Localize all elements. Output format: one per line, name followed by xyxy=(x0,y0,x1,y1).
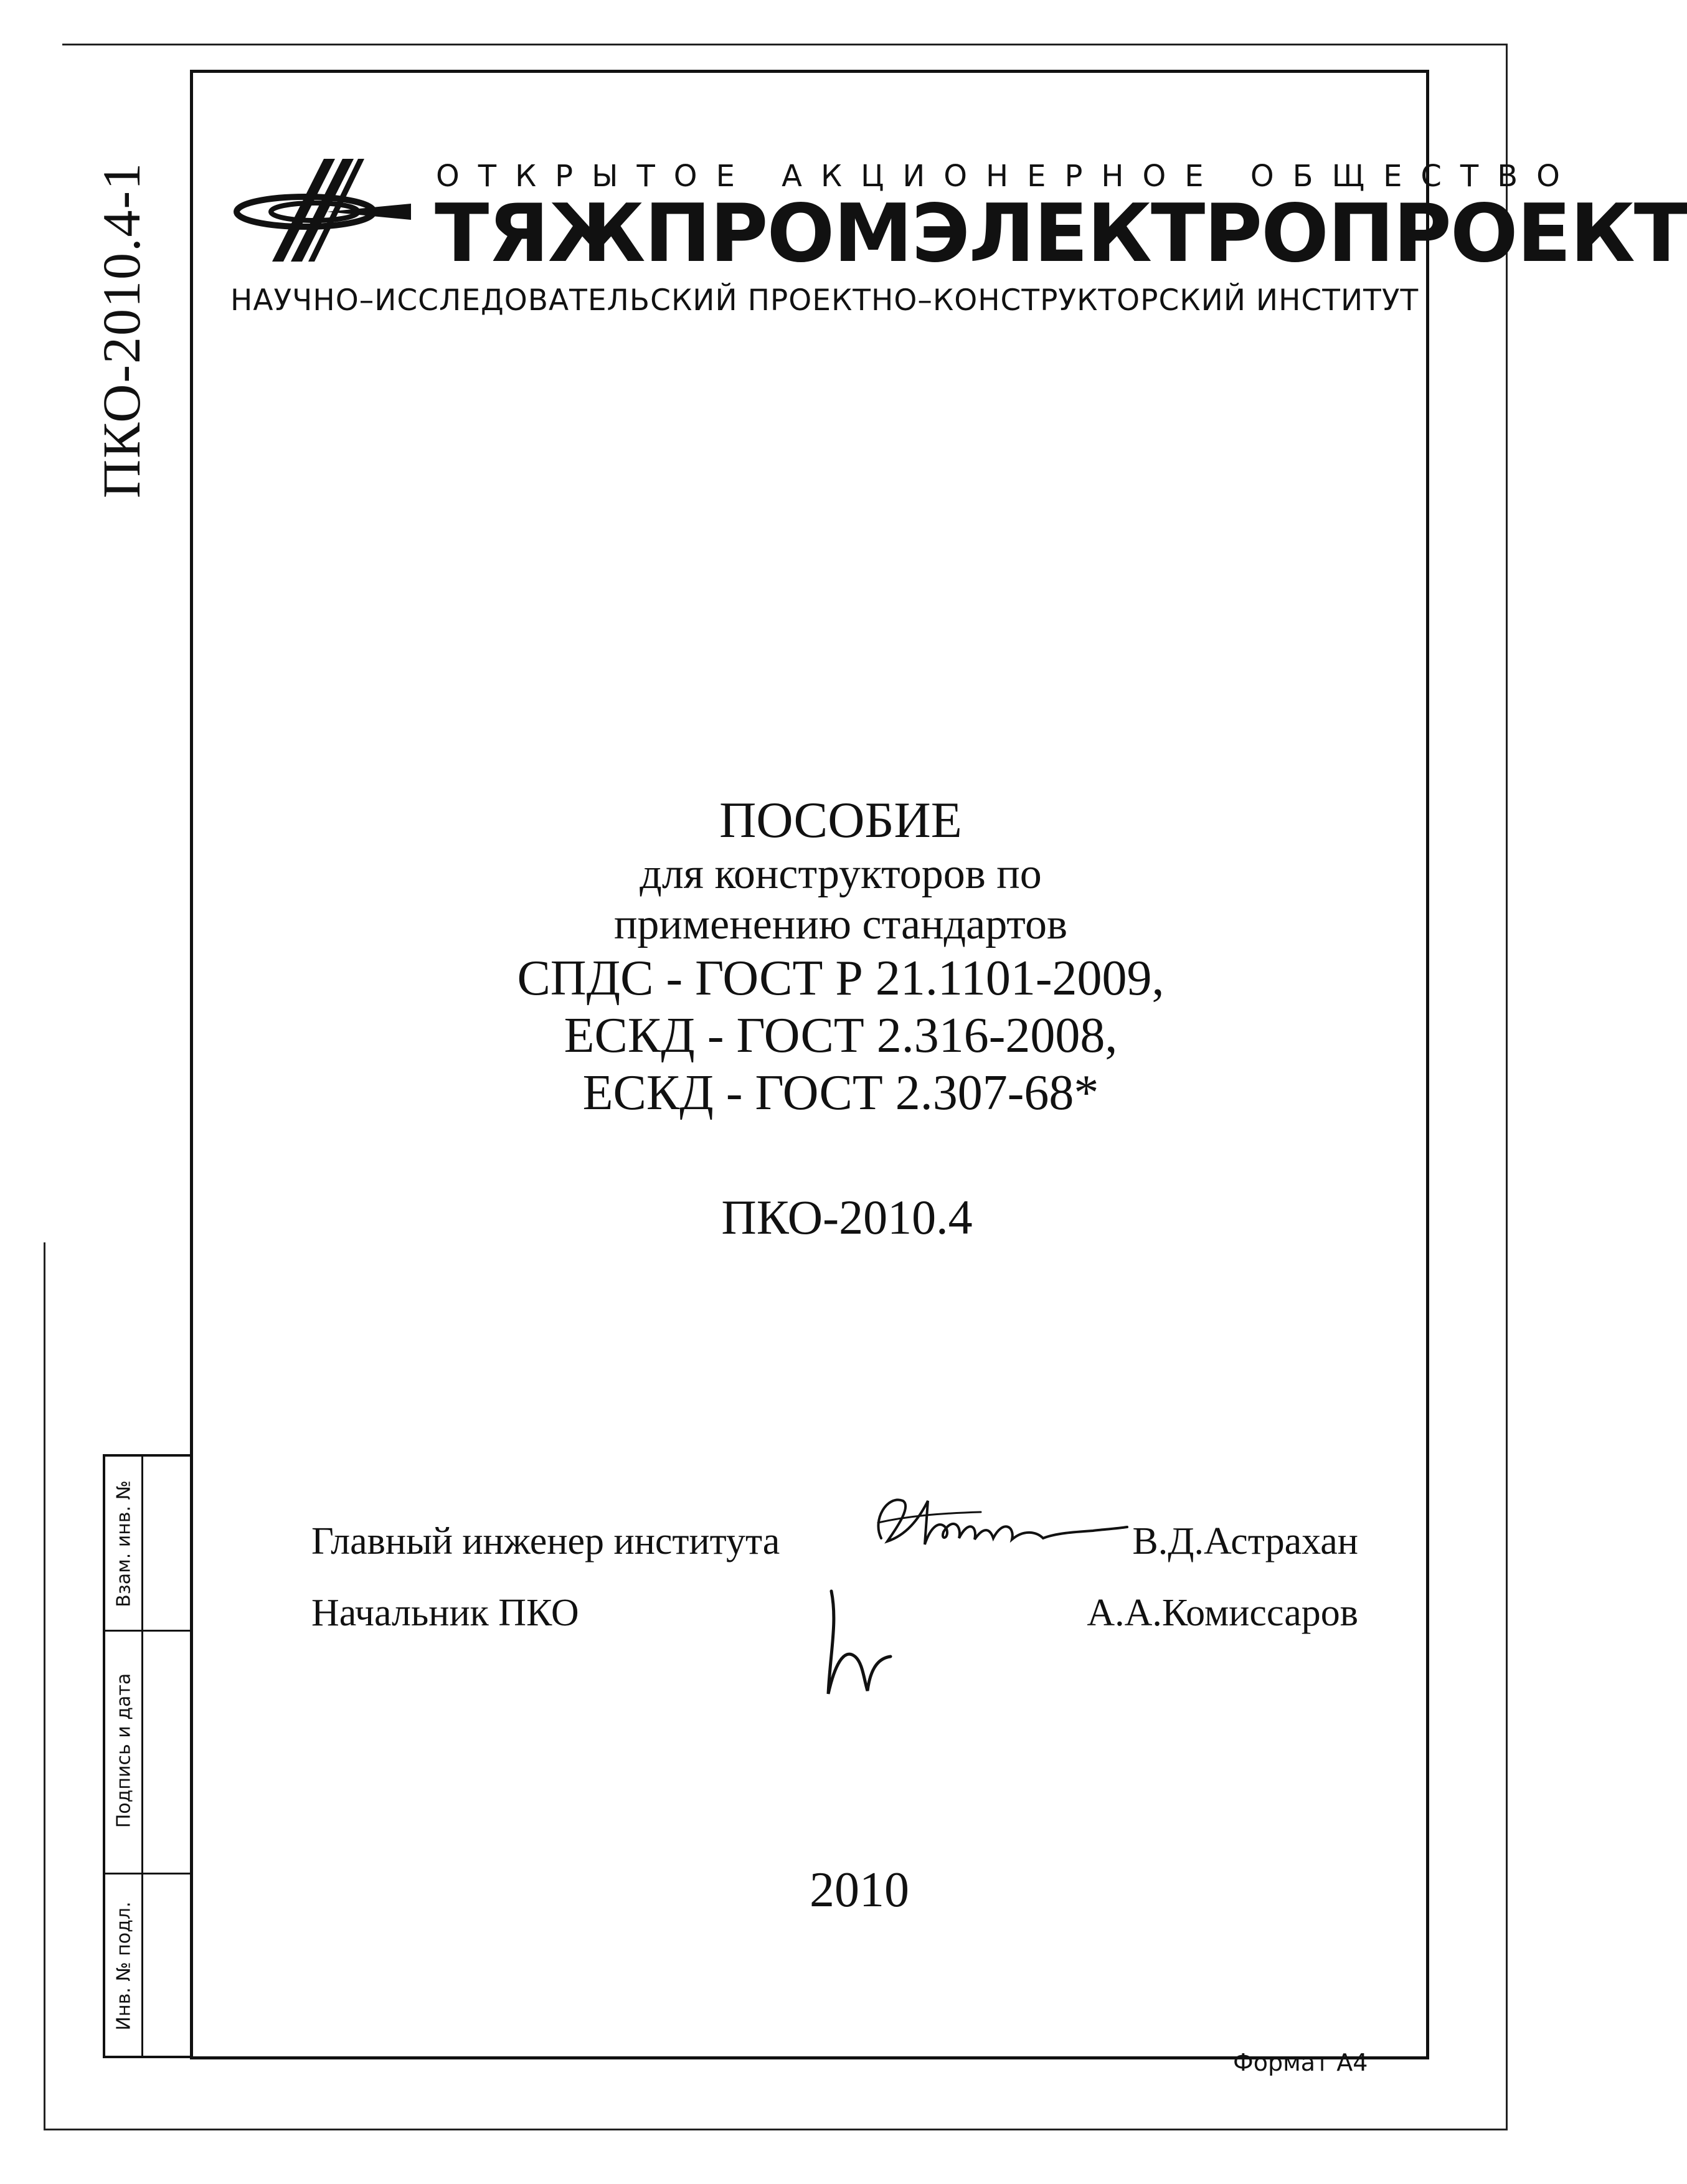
paper-format-label: Формат А4 xyxy=(1233,2049,1368,2076)
title-standard-3: ЕСКД - ГОСТ 2.307-68* xyxy=(582,1066,1099,1121)
handwritten-signature-2 xyxy=(813,1585,900,1703)
organization-type: ОТКРЫТОЕ АКЦИОНЕРНОЕ ОБЩЕСТВО xyxy=(436,159,1579,194)
title-line-1: для конструкторов по xyxy=(640,850,1042,899)
title-line-2: применению стандартов xyxy=(613,900,1068,948)
organization-subtitle: НАУЧНО–ИССЛЕДОВАТЕЛЬСКИЙ ПРОЕКТНО–КОНСТРУКТОРСКИЙ ИНСТИТУТ xyxy=(230,283,1419,318)
stamp-divider xyxy=(105,1630,190,1632)
stamp-inv-original-label: Инв. № подл. xyxy=(113,1901,135,2031)
stamp-split-line xyxy=(141,1457,143,2056)
document-code: ПКО-2010.4 xyxy=(721,1190,973,1244)
outer-border-right xyxy=(1506,44,1508,2130)
signatory-2-position: Начальник ПКО xyxy=(311,1592,579,1634)
stamp-replacement-inv-label: Взам. инв. № xyxy=(113,1480,135,1607)
organization-name: ТЯЖПРОМЭЛЕКТРОПРОЕКТ xyxy=(435,187,1687,280)
signatory-1-position: Главный инженер института xyxy=(311,1520,780,1562)
outer-border-bottom xyxy=(44,2129,1508,2130)
document-title xyxy=(517,791,1164,1122)
signatory-1-name: В.Д.Астрахан xyxy=(1132,1520,1358,1562)
title-standard-1: СПДС - ГОСТ Р 21.1101-2009, xyxy=(517,951,1165,1006)
outer-border-left xyxy=(44,1242,45,2130)
handwritten-signature-1 xyxy=(869,1482,1130,1563)
title-standard-2: ЕСКД - ГОСТ 2.316-2008, xyxy=(564,1008,1118,1064)
company-logo-icon xyxy=(230,153,417,265)
side-document-code: ПКО-2010.4-1 xyxy=(92,161,151,499)
outer-border-top xyxy=(62,44,1507,45)
stamp-signature-date-label: Подпись и дата xyxy=(113,1673,135,1828)
signatory-2-name: А.А.Комиссаров xyxy=(1087,1592,1358,1634)
document-year: 2010 xyxy=(810,1863,909,1917)
stamp-divider xyxy=(105,1873,190,1874)
title-main: ПОСОБИЕ xyxy=(719,792,962,848)
stamp-table xyxy=(103,1454,190,2058)
